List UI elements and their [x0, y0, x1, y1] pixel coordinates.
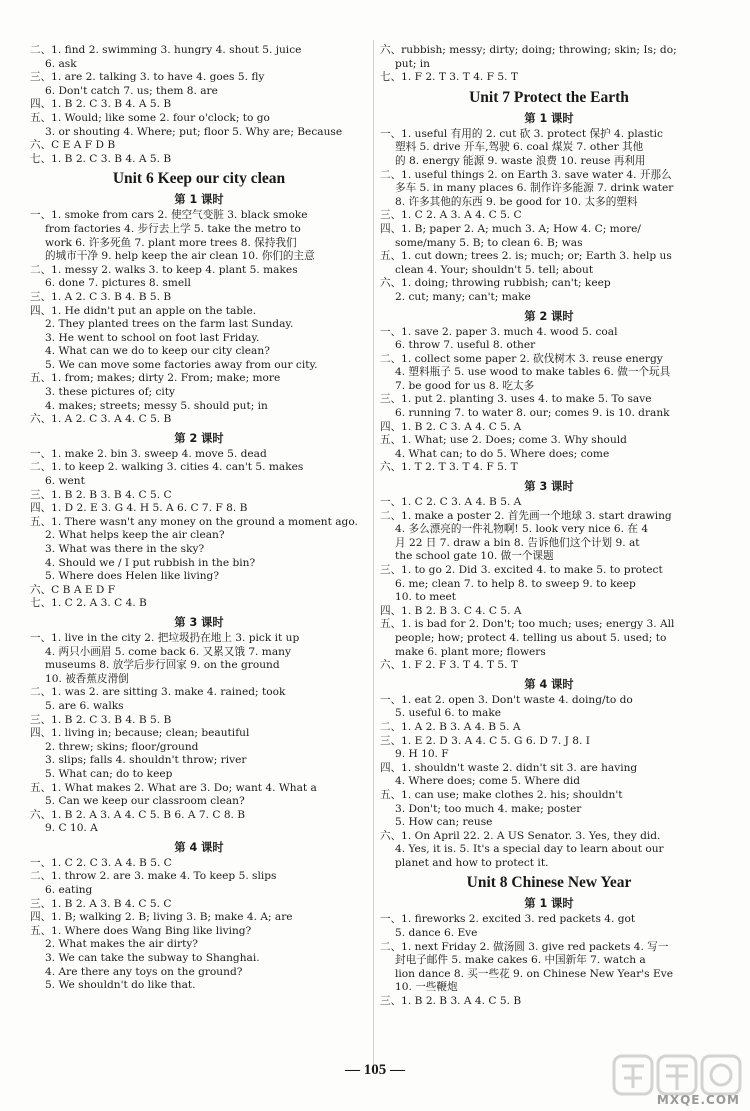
- answer-line: 四、1. B 2. C 3. B 4. A 5. B: [30, 98, 172, 111]
- answer-line: 4. Are there any toys on the ground?: [45, 965, 243, 978]
- lesson-heading: 第 3 课时: [524, 480, 574, 494]
- answer-line: 五、1. Would; like some 2. four o'clock; to go: [30, 111, 270, 124]
- answer-line: 3. He went to school on foot last Friday.: [45, 331, 260, 344]
- answer-line: 5. dance 6. Eve: [395, 927, 478, 940]
- answer-line: put; in: [395, 57, 431, 70]
- answer-line: 四、1. B 2. B 3. C 4. C 5. A: [380, 604, 522, 617]
- answer-line: 三、1. A 2. C 3. B 4. B 5. B: [30, 290, 172, 303]
- answer-line: 一、1. live in the city 2. 把垃圾扔在地上 3. pick it up: [30, 631, 300, 644]
- answer-line: 二、1. was 2. are sitting 3. make 4. rained; took: [30, 686, 286, 699]
- answer-line: 六、1. On April 22. 2. A US Senator. 3. Yes, they did.: [380, 829, 661, 842]
- answer-line: 6. running 7. to water 8. our; comes 9. is 10. drank: [395, 407, 670, 420]
- page-number-value: 105: [363, 1062, 387, 1078]
- lesson-heading: 第 4 课时: [174, 840, 224, 854]
- watermark-text: MXQE.COM: [656, 1093, 740, 1107]
- answer-line: 二、1. A 2. B 3. A 4. B 5. A: [380, 720, 521, 733]
- answer-line: make 6. plant more; flowers: [395, 645, 546, 658]
- answer-line: 五、1. Where does Wang Bing like living?: [30, 924, 252, 937]
- answer-line: 三、1. B 2. A 3. B 4. C 5. C: [30, 897, 172, 910]
- answer-line: 5. useful 6. to make: [395, 707, 502, 720]
- answer-line: 三、1. B 2. B 3. A 4. C 5. B: [380, 995, 522, 1008]
- answer-line: 4. Yes, it is. 5. It's a special day to learn about our: [395, 843, 664, 856]
- answer-line: 六、1. F 2. F 3. T 4. T 5. T: [380, 659, 518, 672]
- lesson-heading: 第 3 课时: [174, 615, 224, 629]
- answer-line: 6. ask: [45, 57, 77, 70]
- answer-line: 2. cut; many; can't; make: [395, 290, 531, 303]
- answer-line: 5. How can; reuse: [395, 816, 493, 829]
- answer-line: 四、1. B 2. C 3. A 4. C 5. A: [380, 420, 522, 433]
- left-column: [30, 44, 368, 993]
- answer-line: 6. eating: [45, 884, 93, 897]
- answer-line: 5. Where does Helen like living?: [45, 570, 220, 583]
- answer-line: clean 4. Your; shouldn't 5. tell; about: [395, 263, 594, 276]
- answer-line: 七、1. C 2. A 3. C 4. B: [30, 597, 147, 610]
- answer-line: 五、1. What; use 2. Does; come 3. Why should: [380, 434, 627, 447]
- answer-line: 五、1. is bad for 2. Don't; too much; uses; energy 3. All: [380, 618, 675, 631]
- lesson-heading: 第 1 课时: [524, 897, 574, 911]
- answer-line: 二、1. to keep 2. walking 3. cities 4. can't 5. makes: [30, 461, 304, 474]
- answer-line: 月 22 日 7. draw a bin 8. 告诉他们这个计划 9. at: [395, 536, 640, 549]
- answer-line: 2. threw; skins; floor/ground: [45, 740, 199, 753]
- answer-line: 五、1. can use; make clothes 2. his; shouldn't: [380, 788, 623, 801]
- answer-line: 五、1. from; makes; dirty 2. From; make; more: [30, 372, 281, 385]
- answer-line: 六、C E A F D B: [30, 139, 116, 152]
- answer-line: 三、1. put 2. planting 3. uses 4. to make 5. To save: [380, 393, 652, 406]
- answer-line: 8. 许多其他的东西 9. be good for 10. 太多的塑料: [395, 195, 638, 208]
- answer-line: 一、1. save 2. paper 3. much 4. wood 5. coal: [380, 325, 618, 338]
- answer-line: 四、1. He didn't put an apple on the table.: [30, 304, 257, 317]
- answer-line: 五、1. cut down; trees 2. is; much; or; Earth 3. help us: [380, 250, 672, 263]
- answer-line: 七、1. F 2. T 3. T 4. F 5. T: [380, 71, 518, 84]
- answer-line: from factories 4. 步行去上学 5. take the metro to: [45, 222, 301, 235]
- answer-line: 5. What can; do to keep: [45, 767, 173, 780]
- answer-line: 4. What can we do to keep our city clean?: [45, 345, 270, 358]
- unit-title: Unit 7 Protect the Earth: [469, 88, 629, 106]
- answer-line: 一、1. useful 有用的 2. cut 砍 3. protect 保护 4. plastic: [380, 127, 663, 140]
- unit-title: Unit 6 Keep our city clean: [112, 170, 286, 188]
- answer-line: 四、1. shouldn't waste 2. didn't sit 3. are having: [380, 761, 638, 774]
- answer-line: 3. these pictures of; city: [45, 386, 176, 399]
- answer-line: 五、1. There wasn't any money on the ground a moment ago.: [30, 515, 358, 528]
- answer-line: 5. are 6. walks: [45, 699, 124, 712]
- answer-line: 一、1. fireworks 2. excited 3. red packets 4. got: [380, 913, 636, 926]
- answer-line: 一、1. smoke from cars 2. 使空气变脏 3. black smoke: [30, 209, 308, 222]
- column-divider: [373, 40, 374, 1070]
- lesson-heading: 第 1 课时: [524, 111, 574, 125]
- answer-line: 二、1. make a poster 2. 首先画一个地球 3. start drawing: [380, 509, 672, 522]
- answer-line: planet and how to protect it.: [395, 856, 549, 869]
- answer-line: 四、1. D 2. E 3. G 4. H 5. A 6. C 7. F 8. B: [30, 502, 248, 515]
- answer-line: some/many 5. B; to clean 6. B; was: [395, 236, 583, 249]
- answer-line: 六、C B A E D F: [30, 583, 116, 596]
- answer-line: 9. C 10. A: [45, 822, 98, 835]
- answer-line: 7. be good for us 8. 吃太多: [395, 379, 535, 392]
- answer-line: 一、1. C 2. C 3. A 4. B 5. C: [30, 856, 172, 869]
- answer-line: 封电子邮件 5. make cakes 6. 中国新年 7. watch a: [395, 954, 646, 967]
- answer-line: 七、1. B 2. C 3. B 4. A 5. B: [30, 152, 172, 165]
- answer-line: 六、1. T 2. T 3. T 4. F 5. T: [380, 461, 518, 474]
- answer-line: 多车 5. in many places 6. 制作许多能源 7. drink water: [395, 182, 674, 195]
- unit-title: Unit 8 Chinese New Year: [466, 874, 632, 892]
- answer-line: 二、1. messy 2. walks 3. to keep 4. plant 5. makes: [30, 263, 298, 276]
- answer-line: 6. me; clean 7. to help 8. to sweep 9. to keep: [395, 577, 636, 590]
- answer-line: 四、1. B; walking 2. B; living 3. B; make 4. A; are: [30, 911, 293, 924]
- answer-line: 9. H 10. F: [395, 748, 449, 761]
- answer-line: work 6. 许多死鱼 7. plant more trees 8. 保持我们: [45, 236, 297, 249]
- answer-line: 6. throw 7. useful 8. other: [395, 339, 536, 352]
- answer-line: 六、1. B 2. A 3. A 4. C 5. B 6. A 7. C 8. B: [30, 808, 246, 821]
- answer-line: 一、1. make 2. bin 3. sweep 4. move 5. dead: [30, 447, 267, 460]
- lesson-heading: 第 4 课时: [524, 677, 574, 691]
- answer-line: 5. We can move some factories away from our city.: [45, 358, 318, 371]
- answer-line: 一、1. C 2. C 3. A 4. B 5. A: [380, 496, 522, 509]
- answer-line: 六、1. A 2. C 3. A 4. C 5. B: [30, 413, 172, 426]
- answer-line: 塑料 5. drive 开车,驾驶 6. coal 煤炭 7. other 其他: [395, 141, 644, 154]
- answer-line: 3. We can take the subway to Shanghai.: [45, 952, 260, 965]
- lesson-heading: 第 2 课时: [174, 431, 224, 445]
- answer-line: 三、1. C 2. A 3. A 4. C 5. C: [380, 209, 522, 222]
- lesson-heading: 第 2 课时: [524, 309, 574, 323]
- right-column: [380, 44, 718, 1009]
- answer-line: 三、1. E 2. D 3. A 4. C 5. G 6. D 7. J 8. I: [380, 734, 590, 747]
- answer-line: 二、1. useful things 2. on Earth 3. save water 4. 开那么: [380, 168, 672, 181]
- answer-line: people; how; protect 4. telling us about 5. used; to: [395, 631, 667, 644]
- answer-line: museums 8. 放学后步行回家 9. on the ground: [45, 659, 280, 672]
- answer-line: 3. or shouting 4. Where; put; floor 5. Why are; Because: [45, 125, 343, 138]
- answer-line: 一、1. eat 2. open 3. Don't waste 4. doing/to do: [380, 693, 633, 706]
- answer-line: 6. Don't catch 7. us; them 8. are: [45, 84, 218, 97]
- answer-line: 2. What helps keep the air clean?: [45, 529, 225, 542]
- answer-line: 3. slips; falls 4. shouldn't throw; river: [45, 754, 247, 767]
- answer-line: 10. 一些鞭炮: [395, 981, 458, 994]
- answer-line: 六、1. doing; throwing rubbish; can't; keep: [380, 277, 611, 290]
- answer-line: the school gate 10. 做一个课题: [395, 550, 554, 563]
- answer-line: 二、1. collect some paper 2. 砍伐树木 3. reuse energy: [380, 352, 663, 365]
- answer-line: 4. makes; streets; messy 5. should put; in: [45, 399, 268, 412]
- answer-line: 四、1. living in; because; clean; beautiful: [30, 727, 250, 740]
- answer-line: 二、1. find 2. swimming 3. hungry 4. shout 5. juice: [30, 44, 302, 56]
- answer-line: 2. They planted trees on the farm last Sunday.: [45, 318, 294, 331]
- answer-line: 3. What was there in the sky?: [45, 543, 205, 555]
- answer-line: 4. 塑料瓶子 5. use wood to make tables 6. 做一个玩具: [395, 366, 671, 379]
- answer-line: 4. Should we / I put rubbish in the bin?: [45, 556, 256, 569]
- answer-line: 5. Can we keep our classroom clean?: [45, 795, 245, 808]
- answer-line: 二、1. next Friday 2. 做汤圆 3. give red packets 4. 写一: [380, 940, 669, 953]
- answer-line: 6. went: [45, 475, 85, 488]
- answer-line: 10. 被香蕉皮滑倒: [45, 672, 129, 685]
- answer-line: 2. What makes the air dirty?: [45, 938, 198, 951]
- lesson-heading: 第 1 课时: [174, 193, 224, 207]
- answer-line: 四、1. B; paper 2. A; much 3. A; How 4. C; more/: [380, 222, 641, 235]
- answer-line: 的 8. energy 能源 9. waste 浪费 10. reuse 再利用: [395, 154, 646, 167]
- answer-line: lion dance 8. 买一些花 9. on Chinese New Year's Eve: [395, 967, 673, 980]
- answer-line: 10. to meet: [395, 591, 457, 604]
- answer-line: 3. Don't; too much 4. make; poster: [395, 802, 582, 815]
- answer-line: 6. done 7. pictures 8. smell: [45, 277, 191, 290]
- answer-line: 三、1. are 2. talking 3. to have 4. goes 5. fly: [30, 71, 265, 84]
- page-number: — 105 —: [345, 1062, 405, 1078]
- answer-line: 4. What can; to do 5. Where does; come: [395, 447, 610, 460]
- answer-line: 的城市干净 9. help keep the air clean 10. 你们的主意: [45, 250, 315, 263]
- answer-line: 4. Where does; come 5. Where did: [395, 775, 581, 788]
- answer-line: 4. 两只小画眉 5. come back 6. 又累又饿 7. many: [45, 645, 291, 658]
- answer-line: 4. 多么漂亮的一件礼物啊! 5. look very nice 6. 在 4: [395, 523, 649, 536]
- answer-line: 六、rubbish; messy; dirty; doing; throwing; skin; Is; do;: [380, 44, 677, 56]
- answer-line: 5. We shouldn't do like that.: [45, 979, 196, 992]
- answer-line: 三、1. B 2. C 3. B 4. B 5. B: [30, 713, 172, 726]
- answer-line: 三、1. to go 2. Did 3. excited 4. to make 5. to protect: [380, 564, 663, 576]
- answer-line: 五、1. What makes 2. What are 3. Do; want 4. What a: [30, 781, 317, 794]
- answer-line: 三、1. B 2. B 3. B 4. C 5. C: [30, 488, 172, 501]
- answer-line: 二、1. throw 2. are 3. make 4. To keep 5. slips: [30, 870, 277, 883]
